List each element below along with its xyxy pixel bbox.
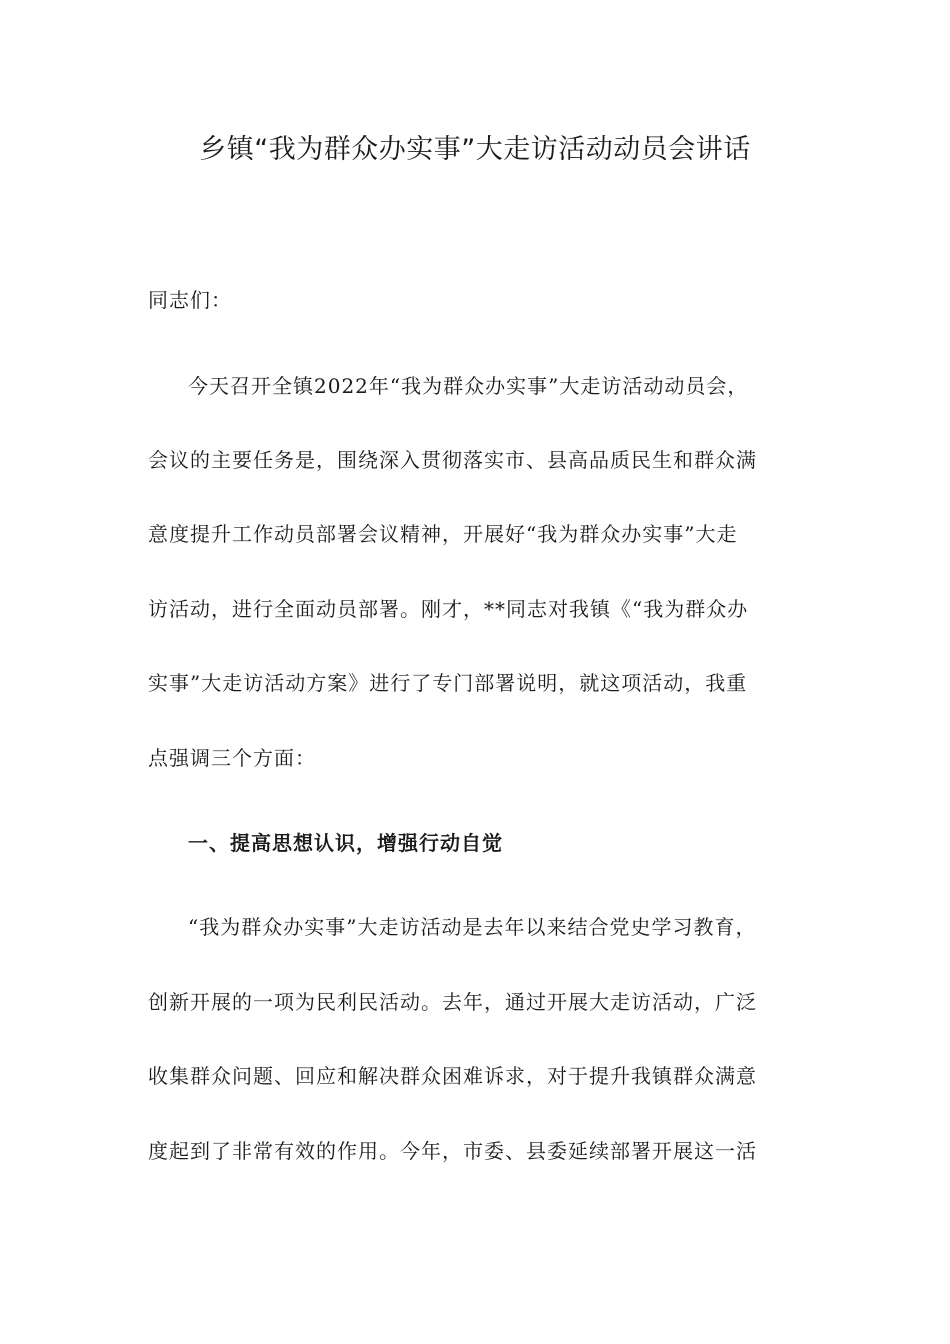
document-title: 乡镇“我为群众办实事”大走访活动动员会讲话: [199, 134, 751, 165]
paragraph-1-line-5: 实事”大走访活动方案》进行了专门部署说明，就这项活动，我重: [148, 671, 748, 695]
paragraph-1-line-2: 会议的主要任务是，围绕深入贯彻落实市、县高品质民生和群众满: [148, 448, 757, 472]
section-heading-1: 一、提高思想认识，增强行动自觉: [188, 831, 503, 855]
paragraph-1-line-4: 访活动，进行全面动员部署。刚才，**同志对我镇《“我为群众办: [148, 597, 749, 621]
paragraph-2-line-2: 创新开展的一项为民利民活动。去年，通过开展大走访活动，广泛: [148, 990, 757, 1014]
paragraph-2-line-1: “我为群众办实事”大走访活动是去年以来结合党史学习教育，: [188, 915, 757, 939]
greeting: 同志们：: [148, 288, 232, 312]
paragraph-1-line-6: 点强调三个方面：: [148, 746, 316, 770]
paragraph-2-line-4: 度起到了非常有效的作用。今年，市委、县委延续部署开展这一活: [148, 1139, 757, 1163]
paragraph-2-line-3: 收集群众问题、回应和解决群众困难诉求，对于提升我镇群众满意: [148, 1064, 757, 1088]
paragraph-1-line-3: 意度提升工作动员部署会议精神，开展好“我为群众办实事”大走: [148, 522, 738, 546]
paragraph-1-line-1: 今天召开全镇2022年“我为群众办实事”大走访活动动员会，: [188, 374, 749, 398]
